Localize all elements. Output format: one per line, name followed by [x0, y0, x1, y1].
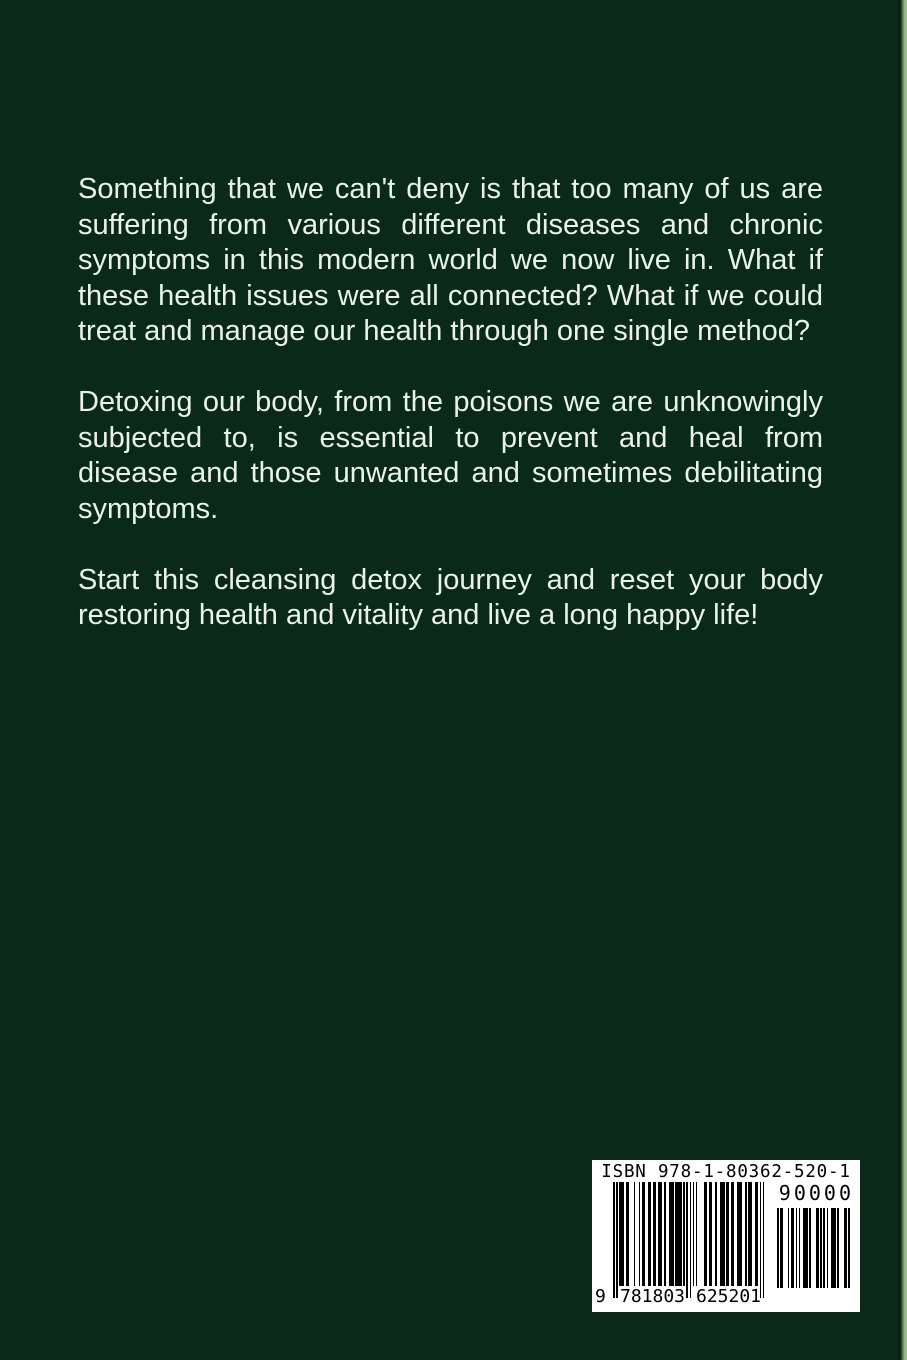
blurb-text — [78, 172, 823, 634]
ean5-supplement-barcode — [777, 1208, 850, 1288]
page-edge-highlight — [898, 0, 907, 1360]
barcode-digit-group: 781803 — [620, 1286, 686, 1307]
barcode-digit-group: 625201 — [696, 1286, 762, 1307]
isbn-barcode-block — [592, 1160, 860, 1312]
barcode-price-code: 90000 — [778, 1181, 854, 1205]
isbn-number-label: ISBN 978-1-80362-520-1 — [601, 1162, 851, 1182]
ean13-barcode — [613, 1182, 764, 1298]
blurb-paragraph-3: Start this cleansing detox journey and reset your body restoring health and vitality and live a long happy life! — [78, 563, 823, 631]
barcode-digit-group: 9 — [595, 1286, 606, 1307]
blurb-paragraph-2: Detoxing our body, from the poisons we are unknowingly subjected to, is essential to prevent and heal from disease and those unwanted and sometimes debilitating symptoms. — [78, 386, 823, 525]
blurb-paragraph-1: Something that we can't deny is that too many of us are suffering from various different diseases and chronic symptoms in this modern world we now live in. What if these health issues were all connected? What if we could treat and manage our health through one single method? — [78, 173, 823, 347]
